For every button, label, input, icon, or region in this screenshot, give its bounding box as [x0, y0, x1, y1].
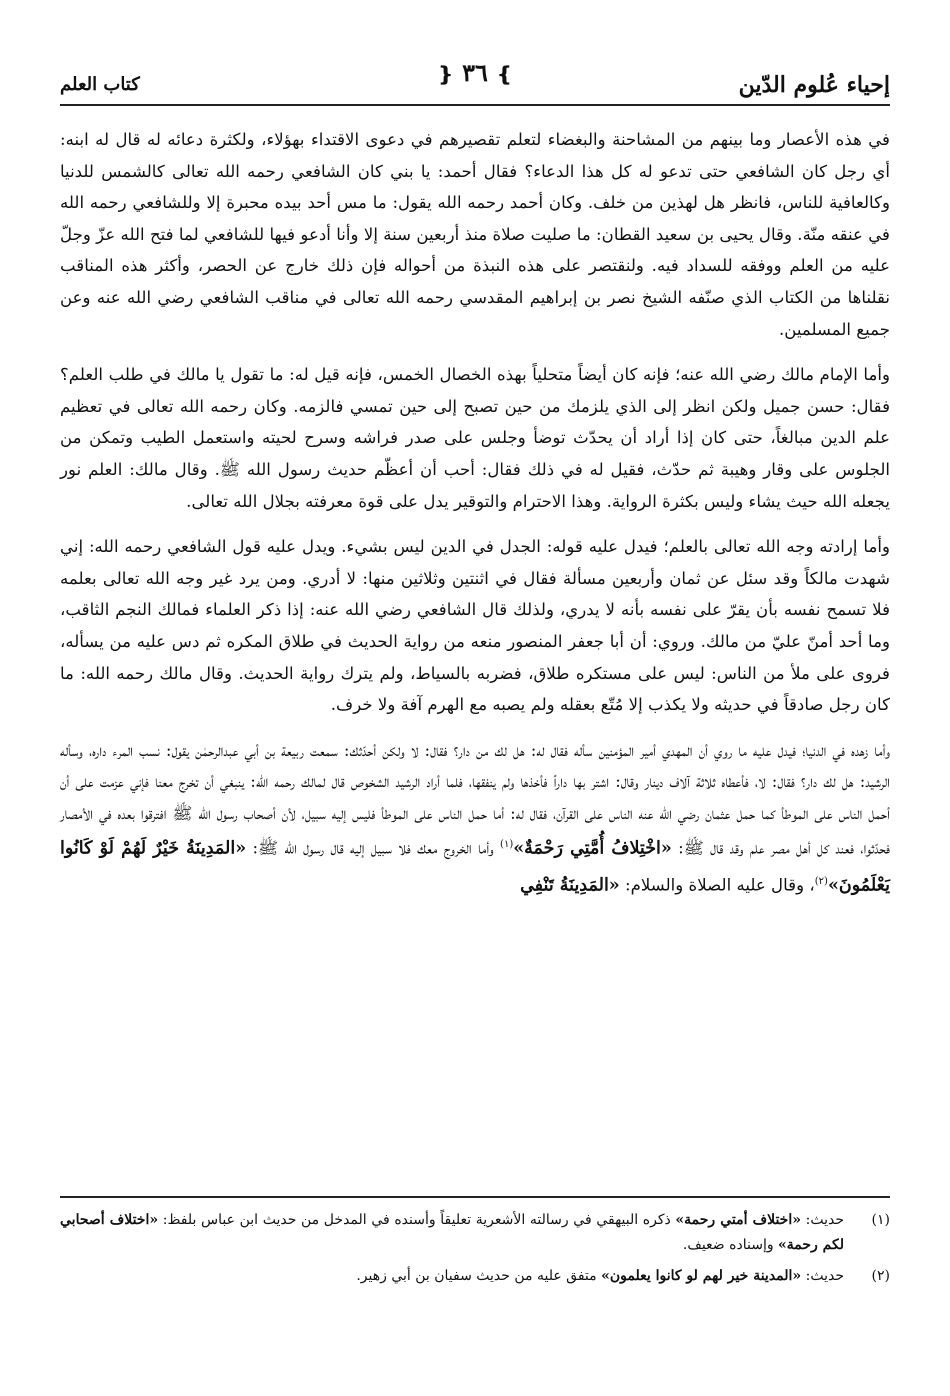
book-title: إحياء عُلوم الدّين: [738, 72, 890, 98]
main-text: [60, 124, 890, 902]
chapter-title: كتاب العلم: [60, 74, 140, 95]
footnote-quote: «اختلاف أمتي رحمة»: [675, 1212, 801, 1228]
page-header: [60, 56, 890, 106]
footnote-prefix: حديث:: [800, 1212, 844, 1228]
page: [60, 56, 890, 1376]
ornament-right-icon: ❵: [496, 62, 514, 86]
footnote-text: [60, 1264, 844, 1289]
footnote-middle: ذكره البيهقي في رسالته الأشعرية تعليقاً وأسنده في المدخل من حديث ابن عباس بلفظ:: [158, 1212, 676, 1228]
hadith-quote-1: «اخْتِلافُ أُمَّتِي رَحْمَةٌ»: [513, 839, 672, 859]
paragraph-4-text-c: ، وقال عليه الصلاة والسلام:: [619, 875, 815, 895]
footnotes: [60, 1196, 890, 1295]
footnote-ref-2[interactable]: (٢): [814, 875, 828, 887]
footnote-number: (٢): [871, 1268, 890, 1284]
footnote-quote-2: «اختلاف أصحابي لكم رحمة»: [60, 1212, 844, 1253]
footnote-ref-1[interactable]: (١): [500, 839, 514, 851]
ornament-left-icon: ❴: [436, 62, 454, 86]
footnote-prefix: حديث:: [801, 1268, 844, 1284]
footnote-suffix: وإسناده ضعيف.: [682, 1237, 779, 1253]
paragraph-4-text-a: وأما زهده في الدنيا؛ فيدل عليه ما روي أن المهدي أمير المؤمنين سأله فقال له: هل لك من دار؟ فقال: لا ولكن أحدّثك: سمعت ربيعة بن أبي عبدالرحمٰن يقول: نسب المرء داره، وسأله الرشيد: هل لك دار؟ فقال: لا، فأعطاه ثلاثة آلاف دينار وقال: اشتر بها داراً فأخذها ولم ينفقها، فلما أراد الرشيد الشخوص قال لمالك رحمه الله: ينبغي أن تخرج معنا فإني عزمت على أن أحمل الناس على الموطأ كما حمل عثمان رضي الله عنه الناس على القرآن، فقال له: أما حمل الناس على الموطأ فليس إليه سبيل، لأن أصحاب رسول الله ﷺ افترقوا بعده في الأمصار فحدّثوا، فعند كل أهل مصر علم وقد قال ﷺ:: [60, 740, 890, 858]
page-number: [437, 56, 513, 91]
footnote-text: [60, 1208, 844, 1258]
footnote-suffix: متفق عليه من حديث سفيان بن أبي زهير.: [356, 1268, 602, 1284]
paragraph-4: [60, 735, 890, 902]
paragraph-1: في هذه الأعصار وما بينهم من المشاحنة والبغضاء لتعلم تقصيرهم في دعوى الاقتداء بهؤلاء، ولكثرة دعائه له قال له ابنه: أي رجل كان الشافعي حتى تدعو له كل هذا الدعاء؟ فقال أحمد: يا بني كان الشافعي رحمه الله تعالى كالشمس للدنيا وكالعافية للناس، فانظر هل لهذين من خلف. وكان أحمد رحمه الله يقول: ما مس أحد بيده محبرة إلا وللشافعي رحمه الله في عنقه منّة. وقال يحيى بن سعيد القطان: ما صليت صلاة منذ أربعين سنة إلا وأنا أدعو فيها للشافعي لما فتح الله عزّ وجلّ عليه من العلم ووفقه للسداد فيه. ولنقتصر على هذه النبذة من أحواله فإن ذلك خارج عن الحصر، وأكثر هذه المناقب نقلناها من الكتاب الذي صنّفه الشيخ نصر بن إبراهيم المقدسي رحمه الله تعالى في مناقب الشافعي رضي الله عنه وعن جميع المسلمين.: [60, 130, 890, 339]
footnote-quote: «المدينة خير لهم لو كانوا يعلمون»: [601, 1268, 802, 1284]
hadith-quote-3: «المَدِينَةُ تَنْفِي: [520, 875, 620, 896]
footnote-1: [60, 1208, 890, 1258]
paragraph-4-text-b: وأما الخروج معك فلا سبيل إليه قال رسول الله ﷺ:: [246, 839, 501, 858]
footnote-2: [60, 1264, 890, 1289]
paragraph-2: وأما الإمام مالك رضي الله عنه؛ فإنه كان أيضاً متحلياً بهذه الخصال الخمس، فإنه قيل له: ما تقول يا مالك في طلب العلم؟ فقال: حسن جميل ولكن انظر إلى الذي يلزمك من حين تصبح إلى حين تمسي فالزمه. وكان رحمه الله تعالى في تعظيم علم الدين مبالغاً، حتى كان إذا أراد أن يحدّث توضأ وجلس على صدر فراشه وسرح لحيته واستعمل الطيب وتمكن من الجلوس على وقار وهيبة ثم حدّث، فقيل له في ذلك فقال: أحب أن أعظّم حديث رسول الله ﷺ. وقال مالك: العلم نور يجعله الله حيث يشاء وليس بكثرة الرواية. وهذا الاحترام والتوقير يدل على قوة معرفته بجلال الله تعالى.: [60, 365, 890, 511]
hadith-quote-2: «المَدِينَةُ خَيْرٌ لَهُمْ لَوْ كَانُوا يَعْلَمُونَ»: [60, 839, 890, 896]
page-number-value: ٣٦: [462, 58, 488, 87]
paragraph-3: وأما إرادته وجه الله تعالى بالعلم؛ فيدل عليه قوله: الجدل في الدين ليس بشيء. ويدل عليه قول الشافعي رحمه الله: إني شهدت مالكاً وقد سئل عن ثمان وأربعين مسألة فقال في اثنتين وثلاثين منها: لا أدري. ومن يرد غير وجه الله تعالى بعلمه فلا تسمح نفسه بأن يقرّ على نفسه بأنه لا يدري، ولذلك قال الشافعي رضي الله عنه: إذا ذكر العلماء فمالك النجم الثاقب، وما أحد أمنّ عليّ من مالك. وروي: أن أبا جعفر المنصور منعه من رواية الحديث في طلاق المكره ثم دس عليه من يسأله، فروى على ملأ من الناس: ليس على مستكره طلاق، فضربه بالسياط، ولم يترك رواية الحديث. وقال مالك رحمه الله: ما كان رجل صادقاً في حديثه ولا يكذب إلا مُتّع بعقله ولم يصبه مع الهرم آفة ولا خرف.: [60, 537, 890, 715]
footnote-number: (١): [871, 1212, 890, 1228]
